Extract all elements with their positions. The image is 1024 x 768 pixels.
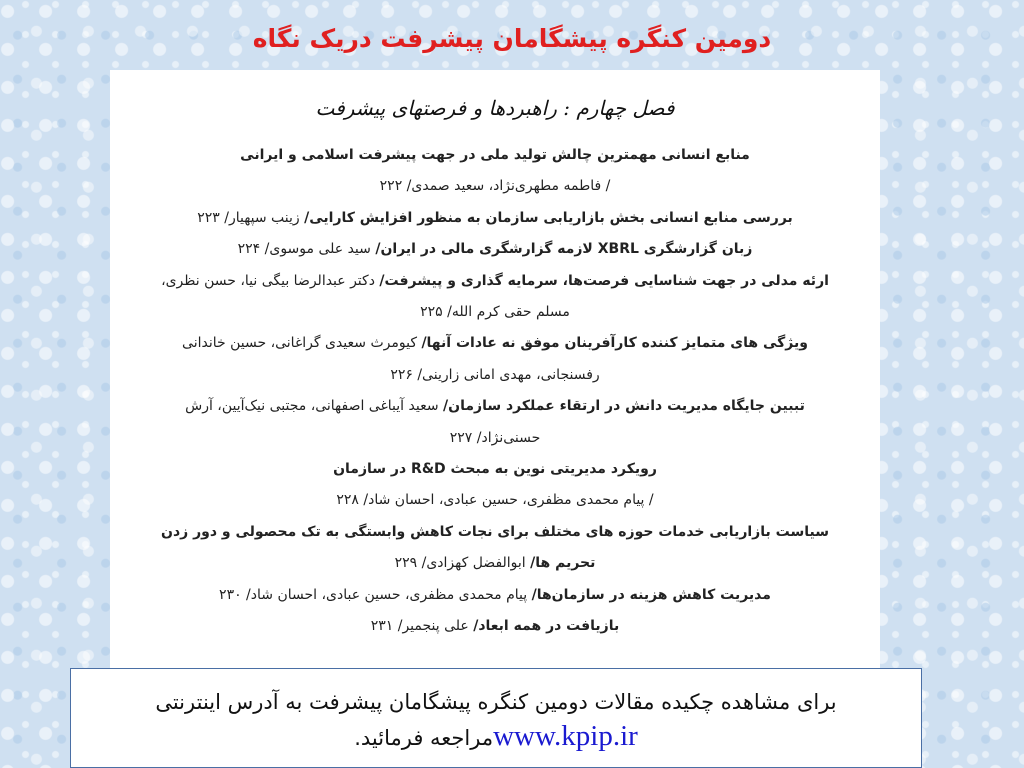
toc-entry xyxy=(138,203,852,234)
toc-entry xyxy=(138,454,852,485)
entry-authors: پیام محمدی مظفری، حسین عبادی، احسان شاد/ ۲۳۰ xyxy=(219,586,528,603)
entry-authors: سعید آیباغی اصفهانی، مجتبی نیک‌آیین، آرش xyxy=(185,398,439,415)
footer-text-line2 xyxy=(71,719,921,755)
toc-entry xyxy=(138,140,852,171)
slide-title: دومین کنگره پیشگامان پیشرفت دریک نگاه xyxy=(252,24,772,53)
entry-authors: علی پنجمیر/ ۲۳۱ xyxy=(370,618,469,635)
entry-authors: / فاطمه مطهری‌نژاد، سعید صمدی/ ۲۲۲ xyxy=(379,178,611,195)
toc-entry xyxy=(138,517,852,548)
entry-title: سیاست بازاریابی خدمات حوزه های مختلف برای نجات کاهش وابستگی به تک محصولی و دور زدن xyxy=(161,523,829,540)
entry-title: ویژگی های متمایز کننده کارآفرینان موفق نه عادات آنها/ xyxy=(421,335,808,352)
toc-entry-authors xyxy=(138,423,852,454)
toc-entry xyxy=(138,234,852,265)
toc-entry xyxy=(138,328,852,359)
toc-entry-authors xyxy=(138,360,852,391)
toc-entry-authors xyxy=(138,297,852,328)
entry-title: زبان گزارشگری XBRL لازمه گزارشگری مالی در ایران/ xyxy=(375,241,753,258)
toc-entry xyxy=(138,391,852,422)
entry-authors: / پیام محمدی مظفری، حسین عبادی، احسان شاد/ ۲۲۸ xyxy=(336,492,654,509)
document-page xyxy=(110,70,880,668)
website-link[interactable]: www.kpip.ir xyxy=(493,720,638,752)
entry-authors: ابوالفضل کهزادی/ ۲۲۹ xyxy=(394,555,526,572)
entry-authors: سید علی موسوی/ ۲۲۴ xyxy=(237,241,371,258)
entry-title: منابع انسانی مهمترین چالش تولید ملی در جهت پیشرفت اسلامی و ایرانی xyxy=(240,147,750,163)
footer-suffix: مراجعه فرمائید. xyxy=(354,726,494,750)
entry-authors: مسلم حقی کرم الله/ ۲۲۵ xyxy=(420,304,570,321)
toc-entry xyxy=(138,548,852,579)
chapter-heading: فصل چهارم : راهبردها و فرصتهای پیشرفت xyxy=(315,96,675,120)
entry-title: رویکرد مدیریتی نوین به مبحث R&D در سازمان xyxy=(333,461,657,478)
toc-entry xyxy=(138,580,852,611)
entry-authors: دکتر عبدالرضا بیگی نیا، حسن نظری، xyxy=(161,272,375,289)
toc-entry-authors xyxy=(138,485,852,516)
table-of-contents xyxy=(138,140,852,643)
entry-title: تببین جایگاه مدیریت دانش در ارتقاء عملکرد سازمان/ xyxy=(443,398,805,415)
entry-title: ارئه مدلی در جهت شناسایی فرصت‌ها، سرمایه گذاری و پیشرفت/ xyxy=(379,272,829,289)
entry-authors: رفسنجانی، مهدی امانی زارینی/ ۲۲۶ xyxy=(390,366,600,383)
entry-title: مدیریت کاهش هزینه در سازمان‌ها/ xyxy=(531,586,771,603)
entry-authors: کیومرث سعیدی گراغانی، حسین خاندانی xyxy=(182,335,417,352)
toc-entry xyxy=(138,611,852,642)
entry-title: بررسی منابع انسانی بخش بازاریابی سازمان به منظور افزایش کارایی/ xyxy=(304,209,793,226)
entry-title: بازیافت در همه ابعاد/ xyxy=(473,618,620,635)
entry-authors: حسنی‌نژاد/ ۲۲۷ xyxy=(449,429,541,446)
footer-notice xyxy=(70,668,922,768)
toc-entry-authors xyxy=(138,171,852,202)
entry-authors: زینب سپهیار/ ۲۲۳ xyxy=(197,209,300,226)
toc-entry xyxy=(138,266,852,297)
footer-text: برای مشاهده چکیده مقالات دومین کنگره پیشگامان پیشرفت به آدرس اینترنتی xyxy=(155,690,837,714)
entry-title-continued: تحریم ها/ xyxy=(530,555,596,572)
